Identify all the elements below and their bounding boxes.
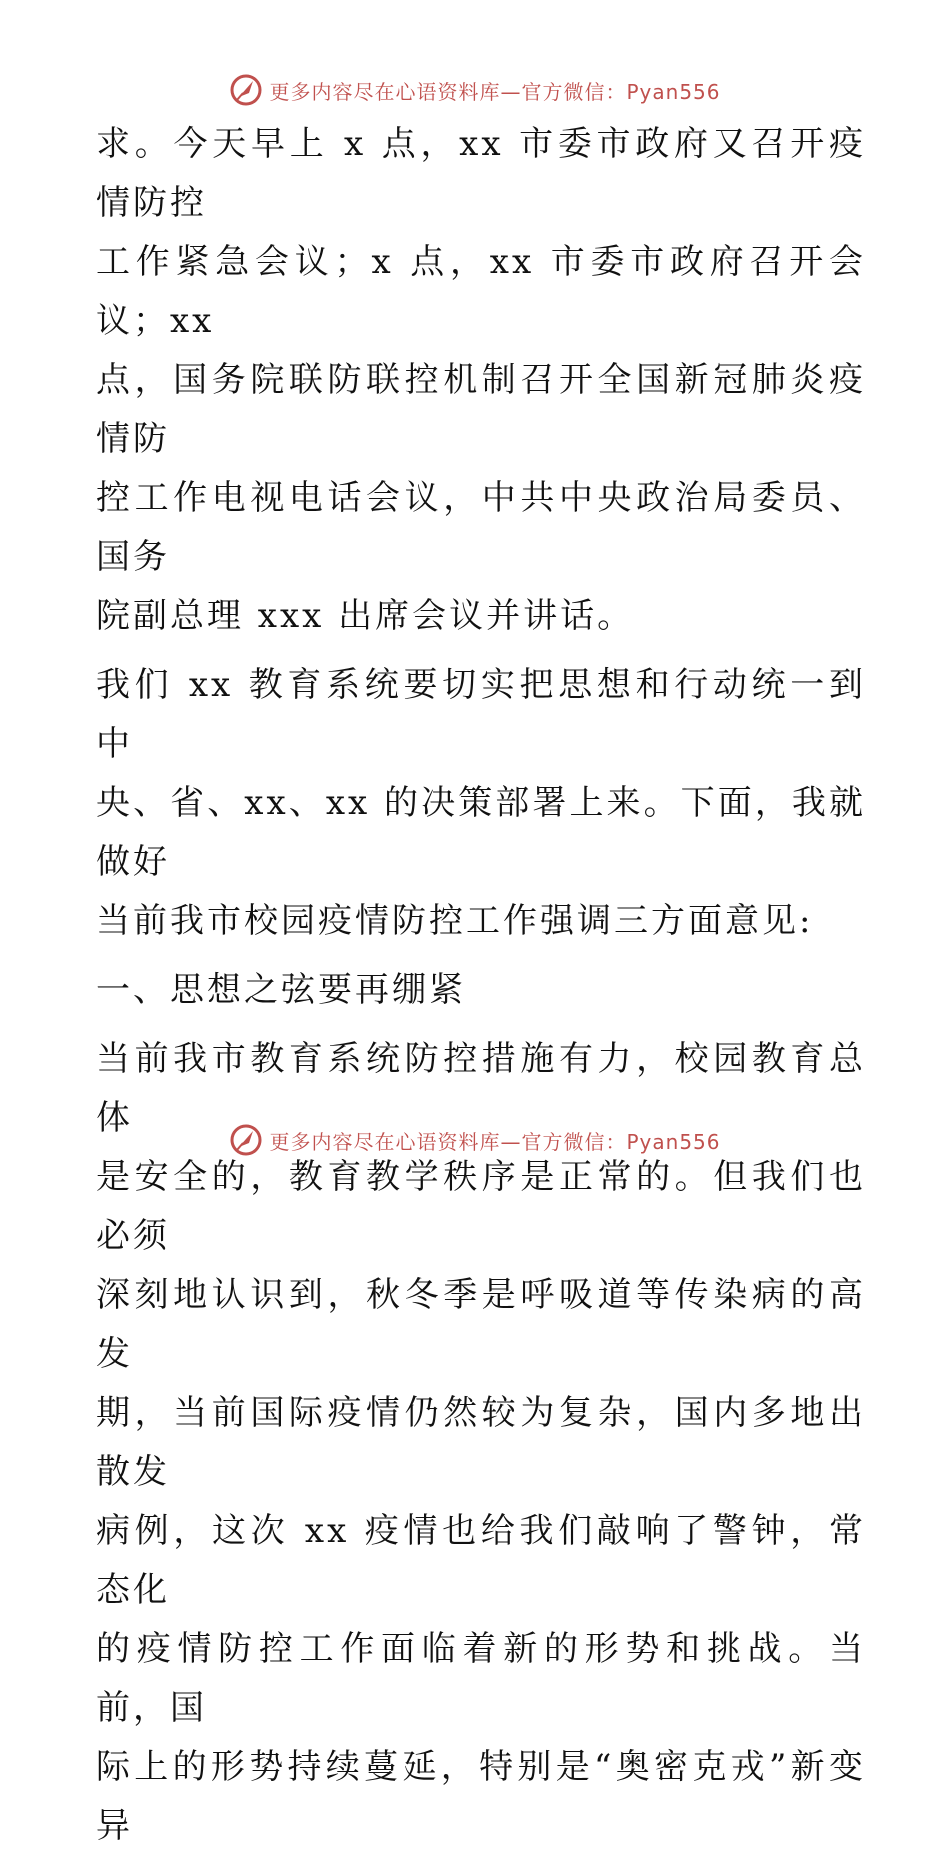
text-line: 我们 xx 教育系统要切实把思想和行动统一到中 (96, 665, 866, 764)
paragraph (96, 656, 866, 951)
text-line: 期，当前国际疫情仍然较为复杂，国内多地出散发 (96, 1393, 866, 1492)
paragraph (96, 115, 866, 646)
section-heading (96, 961, 866, 1020)
text-line: 的疫情防控工作面临着新的形势和挑战。当前，国 (96, 1629, 866, 1728)
text-line: 病例，这次 xx 疫情也给我们敲响了警钟，常态化 (96, 1511, 866, 1610)
text-line: 当前我市教育系统防控措施有力，校园教育总体 (96, 1039, 866, 1138)
feather-pen-logo-icon (229, 1123, 263, 1157)
text-line: 控工作电视电话会议，中共中央政治局委员、国务 (96, 478, 866, 577)
text-line: 院副总理 xxx 出席会议并讲话。 (96, 596, 635, 636)
text-line: 际上的形势持续蔓延，特别是“奥密克戎”新变异 (96, 1747, 866, 1846)
watermark-text: 更多内容尽在心语资料库—官方微信：Pyan556 (269, 79, 721, 104)
text-line: 点，国务院联防联控机制召开全国新冠肺炎疫情防 (96, 360, 866, 459)
text-line: 央、省、xx、xx 的决策部署上来。下面，我就做好 (96, 783, 866, 882)
text-line: 求。今天早上 x 点，xx 市委市政府又召开疫情防控 (96, 124, 866, 223)
feather-pen-logo-icon (229, 73, 263, 107)
text-line: 当前我市校园疫情防控工作强调三方面意见: (96, 901, 814, 941)
text-line: 深刻地认识到，秋冬季是呼吸道等传染病的高发 (96, 1275, 866, 1374)
document-body (96, 115, 866, 1856)
heading-line: 一、思想之弦要再绷紧 (96, 970, 466, 1010)
text-line: 是安全的，教育教学秩序是正常的。但我们也必须 (96, 1157, 866, 1256)
watermark-text: 更多内容尽在心语资料库—官方微信：Pyan556 (269, 1129, 721, 1154)
watermark-footer (0, 1120, 950, 1160)
watermark-header (0, 70, 950, 110)
text-line: 工作紧急会议；x 点，xx 市委市政府召开会议；xx (96, 242, 866, 341)
